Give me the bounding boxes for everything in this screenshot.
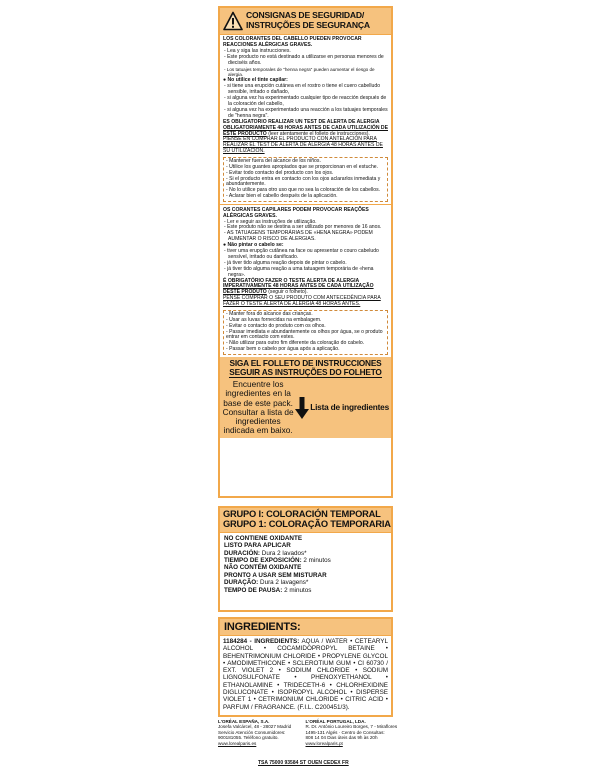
leaflet-es: SIGA EL FOLLETO DE INSTRUCCIONES — [229, 357, 382, 368]
safety-title-es: CONSIGNAS DE SEGURIDAD/ — [246, 10, 365, 21]
address-es-4: 900181055. Teléfono gratuito. — [218, 735, 279, 741]
pt-intro: OS CORANTES CAPILARES PODEM PROVOCAR REAÇÕES ALÉRGICAS GRAVES. — [223, 206, 369, 219]
address-es — [218, 719, 306, 746]
pt-item: - Este produto não se destina a ser utilizado por menores de 16 anos. — [224, 224, 382, 231]
pt-item: - Ler e seguir as instruções de utilização. — [224, 218, 317, 225]
label: DURAÇÃO: — [224, 579, 259, 587]
es-test-2: OBLIGATORIAMENTE 48 HORAS ANTES DE CADA UTILIZACIÓN DE ESTE PRODUCTO — [223, 124, 388, 137]
group-es-duration — [224, 550, 387, 557]
leaflet-small-pt: Consultar a lista de ingredientes indicada em baixo. — [222, 406, 294, 436]
es-precaution: - Utilice los guantes apropiados que se proporcionan en el estuche. — [226, 163, 379, 170]
address-pt — [305, 719, 398, 746]
leaflet-pt: SEGUIR AS INSTRUÇÕES DO FOLHETO — [229, 366, 382, 377]
es-precaution: - Si el producto entra en contacto con los ojos aclararlos inmediata y abundantemente. — [226, 175, 381, 188]
es-item: - Lea y siga las instrucciones. — [224, 47, 291, 54]
group-pt-2: PRONTO A USAR SEM MISTURAR — [224, 571, 327, 579]
leaflet-small-text — [222, 380, 294, 435]
es-test-notice — [223, 120, 388, 138]
pt-precaution: - Manter fora do alcance das crianças. — [226, 311, 313, 318]
es-item: - si alguna vez ha experimentado cualquier tipo de reacción después de la coloración del cabello, — [224, 95, 387, 107]
ingredients-list — [220, 636, 391, 713]
es-item: - Este producto no está destinado a utilizarse en personas menores de dieciséis años. — [224, 53, 384, 66]
group-body — [220, 533, 391, 596]
pt-item: - já tiver tido alguma reação depois de pintar o cabelo. — [224, 259, 347, 266]
leaflet-lista: Lista de ingredientes — [310, 402, 389, 413]
es-precaution: - Evitar todo contacto del producto con los ojos. — [226, 169, 334, 176]
manufacturer-addresses — [218, 719, 398, 746]
value: 2 minutos — [303, 557, 331, 565]
value: Dura 2 lavados* — [261, 549, 307, 557]
es-item: ● No utilice el tinte capilar: — [223, 77, 288, 84]
pt-item: - já tiver tido alguma reação a uma tatuagem temporária de «hena negra». — [224, 265, 374, 278]
group-header — [220, 508, 391, 533]
portuguese-warnings — [220, 206, 391, 308]
pt-precaution: - Usar as luvas fornecidas na embalagem. — [226, 316, 322, 323]
value: 2 minutos — [284, 586, 312, 594]
safety-title-pt: INSTRUÇÕES DE SEGURANÇA — [246, 20, 370, 30]
safety-title — [246, 11, 370, 30]
pt-item: - AS TATUAGENS TEMPORÁRIAS DE «HENA NEGRA» PODEM AUMENTAR O RISCO DE ALERGIAS. — [224, 230, 373, 243]
pt-precaution: - Evitar o contacto do produto com os olhos. — [226, 322, 326, 329]
pt-precaution: - Passar imediata e abundantemente os olhos por água, se o produto entrar em contacto com estes. — [226, 328, 383, 341]
address-pt-1: L'ORÉAL PORTUGAL, LDA. — [305, 719, 366, 724]
es-test-1: ES OBLIGATORIO REALIZAR UN TEST DE ALERTA DE ALERGIA — [223, 118, 380, 125]
es-precaution: - No lo utilice para otro uso que no sea la coloración de los cabellos. — [226, 187, 381, 194]
product-label — [218, 0, 398, 768]
safety-instructions-panel — [218, 6, 393, 498]
es-precautions-box — [223, 157, 388, 202]
group-title-es: GRUPO I: COLORACIÓN TEMPORAL — [223, 509, 381, 519]
warning-triangle-icon — [223, 11, 243, 31]
label: DURACIÓN: — [224, 549, 261, 557]
ingredients-pointer — [222, 380, 389, 435]
divider — [220, 204, 391, 205]
leaflet-small-es: Encuentre los ingredientes en la base de este pack. — [223, 379, 293, 408]
group-pt-time — [224, 587, 387, 594]
ingredients-code: 1184284 - INGREDIENTS: — [223, 638, 300, 645]
pt-test-4: PENSE COMPRAR O SEU PRODUTO COM ANTECEDÊNCIA PARA FAZER O TESTE ALERTA DE ALERGIA 48 HORAS ANTES. — [223, 295, 381, 308]
label: TEMPO DE PAUSA: — [224, 586, 283, 594]
pt-test-1: É OBRIGATÓRIO FAZER O TESTE ALERTA DE ALERGIA — [223, 277, 360, 284]
spanish-warnings — [220, 35, 391, 155]
address-es-2: Josefa Valcárcel, 48 - 28027 Madrid — [218, 724, 292, 730]
es-item: - si alguna vez ha experimentado una reacción a los tatuajes temporales de "henna negra". — [224, 106, 388, 119]
pt-precaution: - Passar bem o cabelo por água após a aplicação. — [226, 345, 340, 352]
address-es-3: Servicio Atención Consumidores: — [218, 729, 286, 735]
pt-item: - tiver uma erupção cutânea na face ou apresentar o couro cabeludo sensível, irritado ou danificado. — [224, 248, 379, 260]
es-precaution: - Mantener fuera del alcance de los niños. — [226, 158, 321, 165]
tsa-address: TSA 75000 93584 ST OUEN CEDEX FR — [258, 760, 349, 766]
pt-test-3: (seguir o folheto). — [268, 289, 308, 296]
group-pt-1: NÃO CONTÉM OXIDANTE — [224, 564, 302, 572]
address-pt-2: R. Dr. António Loureiro Borges, 7 - Miraflores — [305, 724, 398, 730]
pt-precaution: - Não utilizar para outro fim diferente da coloração do cabelo. — [226, 340, 365, 347]
pt-precautions-box — [223, 310, 388, 355]
leaflet-notice — [220, 357, 391, 439]
address-pt-4: 808 14 04 Dias úteis das 9h às 20h — [305, 735, 378, 741]
group-title-pt: GRUPO 1: COLORAÇÃO TEMPORARIA — [223, 519, 391, 530]
es-test-4: PIENSE EN COMPRAR EL PRODUCTO CON ANTELACIÓN PARA REALIZAR EL TEST DE ALERTA DE ALERGIA 48 HORAS ANTES DE SU UTILIZACIÓN. — [223, 136, 383, 155]
es-test-3: (leer atentamente el folleto de instrucciones). — [268, 130, 370, 137]
group-es-2: LISTO PARA APLICAR — [224, 542, 291, 550]
ingredients-text: AQUA / WATER • CETEARYL ALCOHOL • COCAMIDOPROPYL BETAINE • BEHENTRIMONIUM CHLORIDE • PROPYLENE GLYCOL • AMODIMETHICONE • SCLEROTIUM GUM • CI 60730 / EXT. VIOLET 2 • SODIUM CHLORIDE • SODIUM LIGNOSULFONATE • PHENOXYETHANOL • ETHANOLAMINE • TRIDECETH-6 • CHLORHEXIDINE DIGLUCONATE • ISOPROPYL ALCOHOL • DISPERSE VIOLET 1 • CETRIMONIUM CHLORIDE • CITRIC ACID • PARFUM / FRAGRANCE. (F.I.L. C200451/3). — [223, 638, 388, 711]
ingredients-title: INGREDIENTS: — [220, 619, 391, 636]
address-pt-3: 1495-131 Algés · Centro de Consultas: — [305, 729, 385, 735]
group-pt-duration — [224, 579, 387, 586]
es-precaution: - Aclarar bien el cabello después de la aplicación. — [226, 192, 338, 199]
pt-test-2: IMPERATIVAMENTE 48 HORAS ANTES DE CADA UTILIZAÇÃO DESTE PRODUTO — [223, 283, 374, 296]
value: Dura 2 lavagens* — [260, 579, 309, 587]
es-item: - si tiene una erupción cutánea en el rostro o tiene el cuero cabelludo sensible, irritado o dañado, — [224, 83, 381, 96]
address-es-1: L'ORÉAL ESPAÑA, S.A. — [218, 719, 270, 724]
pt-test-notice — [223, 279, 388, 297]
address-es-5: www.lorealparis.es — [218, 740, 257, 746]
group-panel — [218, 506, 393, 612]
es-intro: LOS COLORANTES DEL CABELLO PUEDEN PROVOCAR REACCIONES ALÉRGICAS GRAVES. — [223, 36, 362, 48]
es-item: - Los tatuajes temporales de "henna negra" pueden aumentar el riesgo de alergia. — [224, 66, 375, 78]
label: TIEMPO DE EXPOSICIÓN: — [224, 557, 302, 565]
arrow-down-icon — [294, 396, 310, 420]
pt-item: ● Não pintar o cabelo se: — [223, 242, 284, 249]
safety-header — [220, 8, 391, 35]
address-pt-5: www.lorealparis.pt — [305, 740, 343, 746]
ingredients-panel — [218, 617, 393, 717]
group-es-1: NO CONTIENE OXIDANTE — [224, 534, 303, 542]
